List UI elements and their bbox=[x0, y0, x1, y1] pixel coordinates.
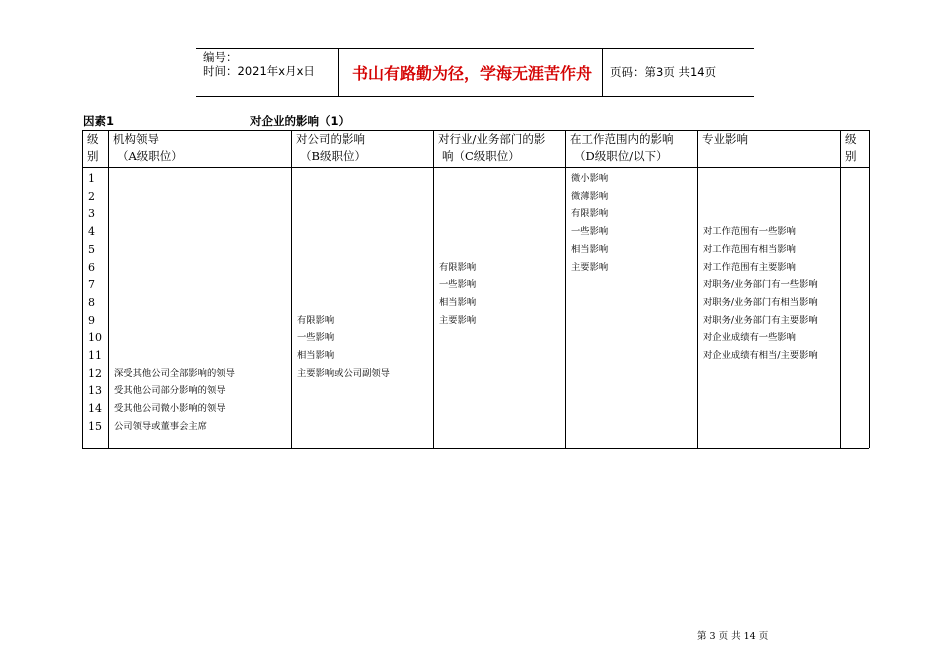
table-cell-col-d: 微小影响 bbox=[571, 173, 609, 184]
header-top-border bbox=[196, 48, 754, 49]
level-number: 12 bbox=[88, 366, 102, 380]
table-column-border bbox=[433, 130, 434, 448]
header-time-label: 时间：2021年x月x日 bbox=[203, 64, 315, 78]
table-header-cell-sub: （A级职位） bbox=[117, 149, 183, 163]
table-header-cell: 对公司的影响 bbox=[296, 132, 365, 146]
table-column-border bbox=[869, 130, 870, 448]
level-number: 9 bbox=[88, 313, 95, 327]
table-cell-col-b: 一些影响 bbox=[297, 332, 335, 344]
level-number: 4 bbox=[88, 225, 95, 239]
table-header-cell-sub: 响（C级职位） bbox=[442, 149, 520, 163]
table-header-cell: 对行业/业务部门的影 bbox=[438, 132, 546, 146]
table-header-cell-sub: （D级职位/以下） bbox=[574, 149, 668, 163]
table-column-border bbox=[565, 130, 566, 448]
table-column-border bbox=[697, 130, 698, 448]
table-header-separator bbox=[82, 167, 869, 168]
level-number: 2 bbox=[88, 189, 95, 203]
header-page-label: 页码：第3页 共14页 bbox=[610, 65, 717, 79]
table-column-border bbox=[82, 130, 83, 448]
table-cell-col-c: 有限影响 bbox=[439, 261, 477, 273]
table-header-cell: 专业影响 bbox=[702, 132, 748, 146]
table-cell-col-c: 相当影响 bbox=[439, 296, 477, 308]
level-number: 3 bbox=[88, 207, 95, 221]
table-cell-col-prof: 对职务/业务部门有一些影响 bbox=[703, 279, 818, 291]
table-cell-col-b: 主要影响或公司副领导 bbox=[297, 367, 390, 379]
table-cell-col-c: 主要影响 bbox=[439, 314, 477, 326]
table-cell-col-prof: 对企业成绩有一些影响 bbox=[703, 332, 796, 344]
level-number: 15 bbox=[88, 419, 102, 433]
table-cell-col-prof: 对工作范围有主要影响 bbox=[703, 261, 796, 273]
table-header-cell: 机构领导 bbox=[113, 132, 159, 146]
level-number: 1 bbox=[88, 172, 95, 185]
header-bottom-border bbox=[196, 96, 754, 97]
table-header-cell-sub: 别 bbox=[845, 149, 857, 163]
level-number: 13 bbox=[88, 384, 102, 398]
level-number: 8 bbox=[88, 295, 95, 309]
level-number: 10 bbox=[88, 331, 102, 345]
level-number: 5 bbox=[88, 242, 95, 256]
table-cell-col-prof: 对职务/业务部门有主要影响 bbox=[703, 314, 818, 326]
table-cell-col-prof: 对工作范围有一些影响 bbox=[703, 226, 796, 238]
table-cell-col-d: 相当影响 bbox=[571, 243, 609, 255]
table-header-cell: 在工作范围内的影响 bbox=[570, 132, 674, 146]
table-cell-col-prof: 对工作范围有相当影响 bbox=[703, 243, 796, 255]
table-header-cell: 级 bbox=[87, 132, 99, 146]
table-cell-col-d: 一些影响 bbox=[571, 226, 609, 238]
header-motto: 书山有路勤为径，学海无涯苦作舟 bbox=[352, 64, 593, 83]
table-column-border bbox=[291, 130, 292, 448]
header-divider-left bbox=[338, 48, 339, 96]
factor-label: 因素1 bbox=[83, 114, 115, 128]
table-cell-col-prof: 对职务/业务部门有相当影响 bbox=[703, 296, 818, 308]
table-cell-col-a: 受其他公司部分影响的领导 bbox=[114, 385, 226, 397]
table-cell-col-d: 主要影响 bbox=[571, 261, 609, 273]
table-cell-col-a: 公司领导或董事会主席 bbox=[114, 420, 207, 432]
table-header-cell-sub: 别 bbox=[87, 149, 99, 163]
table-cell-col-c: 一些影响 bbox=[439, 279, 477, 291]
header-number-label: 编号： bbox=[203, 50, 238, 64]
table-cell-col-prof: 对企业成绩有相当/主要影响 bbox=[703, 350, 818, 361]
table-cell-col-b: 相当影响 bbox=[297, 350, 335, 361]
level-number: 7 bbox=[88, 278, 95, 292]
table-top-border bbox=[82, 130, 869, 131]
table-cell-col-a: 深受其他公司全部影响的领导 bbox=[114, 367, 235, 379]
factor-title: 对企业的影响（1） bbox=[250, 114, 351, 128]
table-cell-col-a: 受其他公司微小影响的领导 bbox=[114, 403, 226, 415]
level-number: 6 bbox=[88, 260, 95, 274]
level-number: 14 bbox=[88, 402, 102, 416]
table-column-border bbox=[108, 130, 109, 448]
header-divider-right bbox=[602, 48, 603, 96]
level-number: 11 bbox=[88, 349, 102, 362]
table-column-border bbox=[840, 130, 841, 448]
table-cell-col-d: 有限影响 bbox=[571, 208, 609, 220]
footer-page-number: 第 3 页 共 14 页 bbox=[697, 631, 769, 642]
table-bottom-border bbox=[82, 448, 869, 449]
table-header-cell-sub: （B级职位） bbox=[300, 149, 366, 163]
table-header-cell: 级 bbox=[845, 132, 857, 146]
table-cell-col-b: 有限影响 bbox=[297, 314, 335, 326]
table-cell-col-d: 微薄影响 bbox=[571, 190, 609, 202]
